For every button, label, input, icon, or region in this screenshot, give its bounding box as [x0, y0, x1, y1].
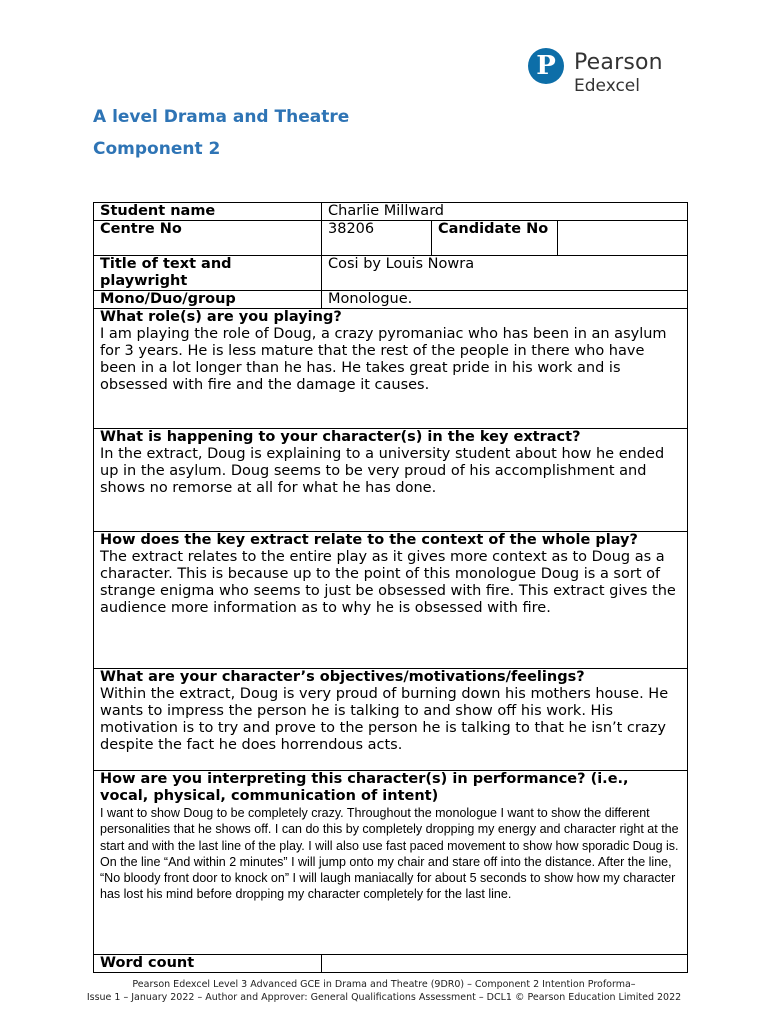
question-context: How does the key extract relate to the context of the whole play? — [100, 532, 638, 548]
logo-sub: Edexcel — [574, 76, 640, 96]
table-row — [94, 221, 688, 256]
question-block-role — [94, 309, 688, 429]
page-title: A level Drama and Theatre — [93, 107, 350, 127]
centre-no-label: Centre No — [94, 221, 322, 256]
group-field[interactable]: Monologue. — [322, 291, 688, 309]
footer-line-2: Issue 1 – January 2022 – Author and Approver: General Qualifications Assessment – DCL1 © Pearson Education Limited 2022 — [86, 992, 682, 1003]
table-row — [94, 309, 688, 429]
question-block-context — [94, 532, 688, 669]
candidate-no-label: Candidate No — [432, 221, 558, 256]
table-row — [94, 771, 688, 955]
proforma-table — [93, 202, 688, 973]
answer-interpretation[interactable]: I want to show Doug to be completely crazy. Throughout the monologue I want to show the different personalities that he shows off. I can do this by completely dropping my energy and character right at the start and with the last line of the play. I will also use fast paced movement to show how sporadic Doug is. On the line “And within 2 minutes” I will jump onto my chair and stare off into the distance. After the line, “No bloody front door to knock on” I will laugh maniacally for about 5 seconds to show how my character has lost his mind before dropping my character completely for the last line. — [100, 806, 679, 902]
table-row — [94, 429, 688, 532]
question-block-interpretation — [94, 771, 688, 955]
table-row — [94, 203, 688, 221]
candidate-no-field[interactable] — [558, 221, 688, 256]
title-label: Title of text and playwright — [94, 256, 322, 291]
answer-context[interactable]: The extract relates to the entire play as it gives more context as to Doug as a character. This is because up to the point of this monologue Doug is a sort of strange enigma who seems to just be obsessed with fire. This extract gives the audience more information as to why he is obsessed with fire. — [100, 549, 676, 616]
question-block-objectives — [94, 669, 688, 771]
table-row — [94, 256, 688, 291]
table-row — [94, 955, 688, 973]
answer-objectives[interactable]: Within the extract, Doug is very proud of burning down his mothers house. He wants to impress the person he is talking to and show off his work. His motivation is to try and prove to the person he is talking to that he isn’t crazy despite the fact he does horrendous acts. — [100, 686, 669, 753]
answer-extract[interactable]: In the extract, Doug is explaining to a university student about how he ended up in the asylum. Doug seems to be very proud of his accomplishment and shows no remorse at all for what he has done. — [100, 446, 665, 496]
question-role: What role(s) are you playing? — [100, 309, 342, 325]
pearson-logo-icon: P — [528, 48, 564, 84]
pearson-edexcel-logo — [528, 46, 678, 98]
question-block-extract — [94, 429, 688, 532]
answer-role[interactable]: I am playing the role of Doug, a crazy pyromaniac who has been in an asylum for 3 years. He is less mature that the rest of the people in there who have been in a lot longer than he has. He takes great pride in his work and is obsessed with fire and the damage it causes. — [100, 326, 667, 393]
table-row — [94, 532, 688, 669]
word-count-label: Word count — [94, 955, 322, 973]
title-field[interactable]: Cosi by Louis Nowra — [322, 256, 688, 291]
student-name-label: Student name — [94, 203, 322, 221]
table-row — [94, 291, 688, 309]
page-subtitle: Component 2 — [93, 139, 221, 159]
page-footer — [0, 978, 768, 1004]
footer-line-1: Pearson Edexcel Level 3 Advanced GCE in Drama and Theatre (9DR0) – Component 2 Intention Proforma– — [132, 979, 636, 990]
question-objectives: What are your character’s objectives/motivations/feelings? — [100, 669, 585, 685]
word-count-field[interactable] — [322, 955, 688, 973]
table-row — [94, 669, 688, 771]
student-name-field[interactable]: Charlie Millward — [322, 203, 688, 221]
question-extract: What is happening to your character(s) in the key extract? — [100, 429, 581, 445]
group-label: Mono/Duo/group — [94, 291, 322, 309]
centre-no-field[interactable]: 38206 — [322, 221, 432, 256]
question-interpretation: How are you interpreting this character(s) in performance? (i.e., vocal, physical, communication of intent) — [100, 771, 629, 804]
logo-name: Pearson — [574, 50, 663, 75]
